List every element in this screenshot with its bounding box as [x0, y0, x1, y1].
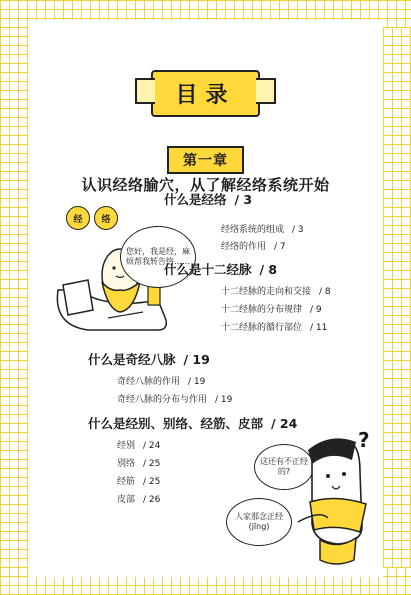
question-mark: ? — [358, 428, 370, 452]
speech-bubble-answer: 人家那念正经(jīng) — [226, 498, 292, 546]
speech-bubble-top: 您好，我是​经，麻烦帮我转告络…… — [120, 226, 196, 288]
toc-s2c[interactable]: 十二经脉的循行部位 / 11 — [221, 323, 328, 333]
banana-character-illustration — [290, 432, 380, 574]
toc-page — [28, 20, 383, 577]
grid-border-left — [0, 0, 28, 595]
toc-s3[interactable]: 什么是奇经八脉 / 19 — [88, 352, 210, 367]
page-title: 目录 — [151, 70, 259, 117]
toc-s2[interactable]: 什么是十二经脉 / 8 — [164, 262, 278, 277]
toc-s1a[interactable]: 经络系统的组成 / 3 — [221, 225, 304, 235]
toc-s4c[interactable]: 经筋 / 25 — [117, 477, 161, 487]
title-area — [28, 70, 383, 117]
toc-s3a[interactable]: 奇经八脉的作用 / 19 — [117, 377, 206, 387]
toc-s4[interactable]: 什么是经别、别络、经筋、皮部 / 24 — [88, 416, 298, 431]
toc-s2b[interactable]: 十二经脉的分布规律 / 9 — [221, 305, 322, 315]
toc-s1b[interactable]: 经络的作用 / 7 — [221, 242, 286, 252]
tag-luo: 络 — [94, 206, 118, 230]
tag-jing: 经 — [66, 206, 90, 230]
toc-s1[interactable]: 什么是经络 / 3 — [164, 192, 253, 207]
toc-s2a[interactable]: 十二经脉的走向和交接 / 8 — [221, 287, 331, 297]
toc-s3b[interactable]: 奇经八脉的分布与作用 / 19 — [117, 395, 233, 405]
chapter-label: 第一章 — [167, 146, 244, 174]
chapter-title: 认识经络腧穴，从了解经络系统开始 — [81, 176, 330, 194]
toc-s4a[interactable]: 经别 / 24 — [117, 441, 161, 451]
toc-s4b[interactable]: 别络 / 25 — [117, 459, 161, 469]
chapter-label-wrap — [28, 146, 383, 174]
toc-s4d[interactable]: 皮部 / 26 — [117, 495, 161, 505]
speech-bubble-question: 这还有不正经的? — [254, 444, 314, 490]
grid-border-right — [383, 0, 411, 595]
